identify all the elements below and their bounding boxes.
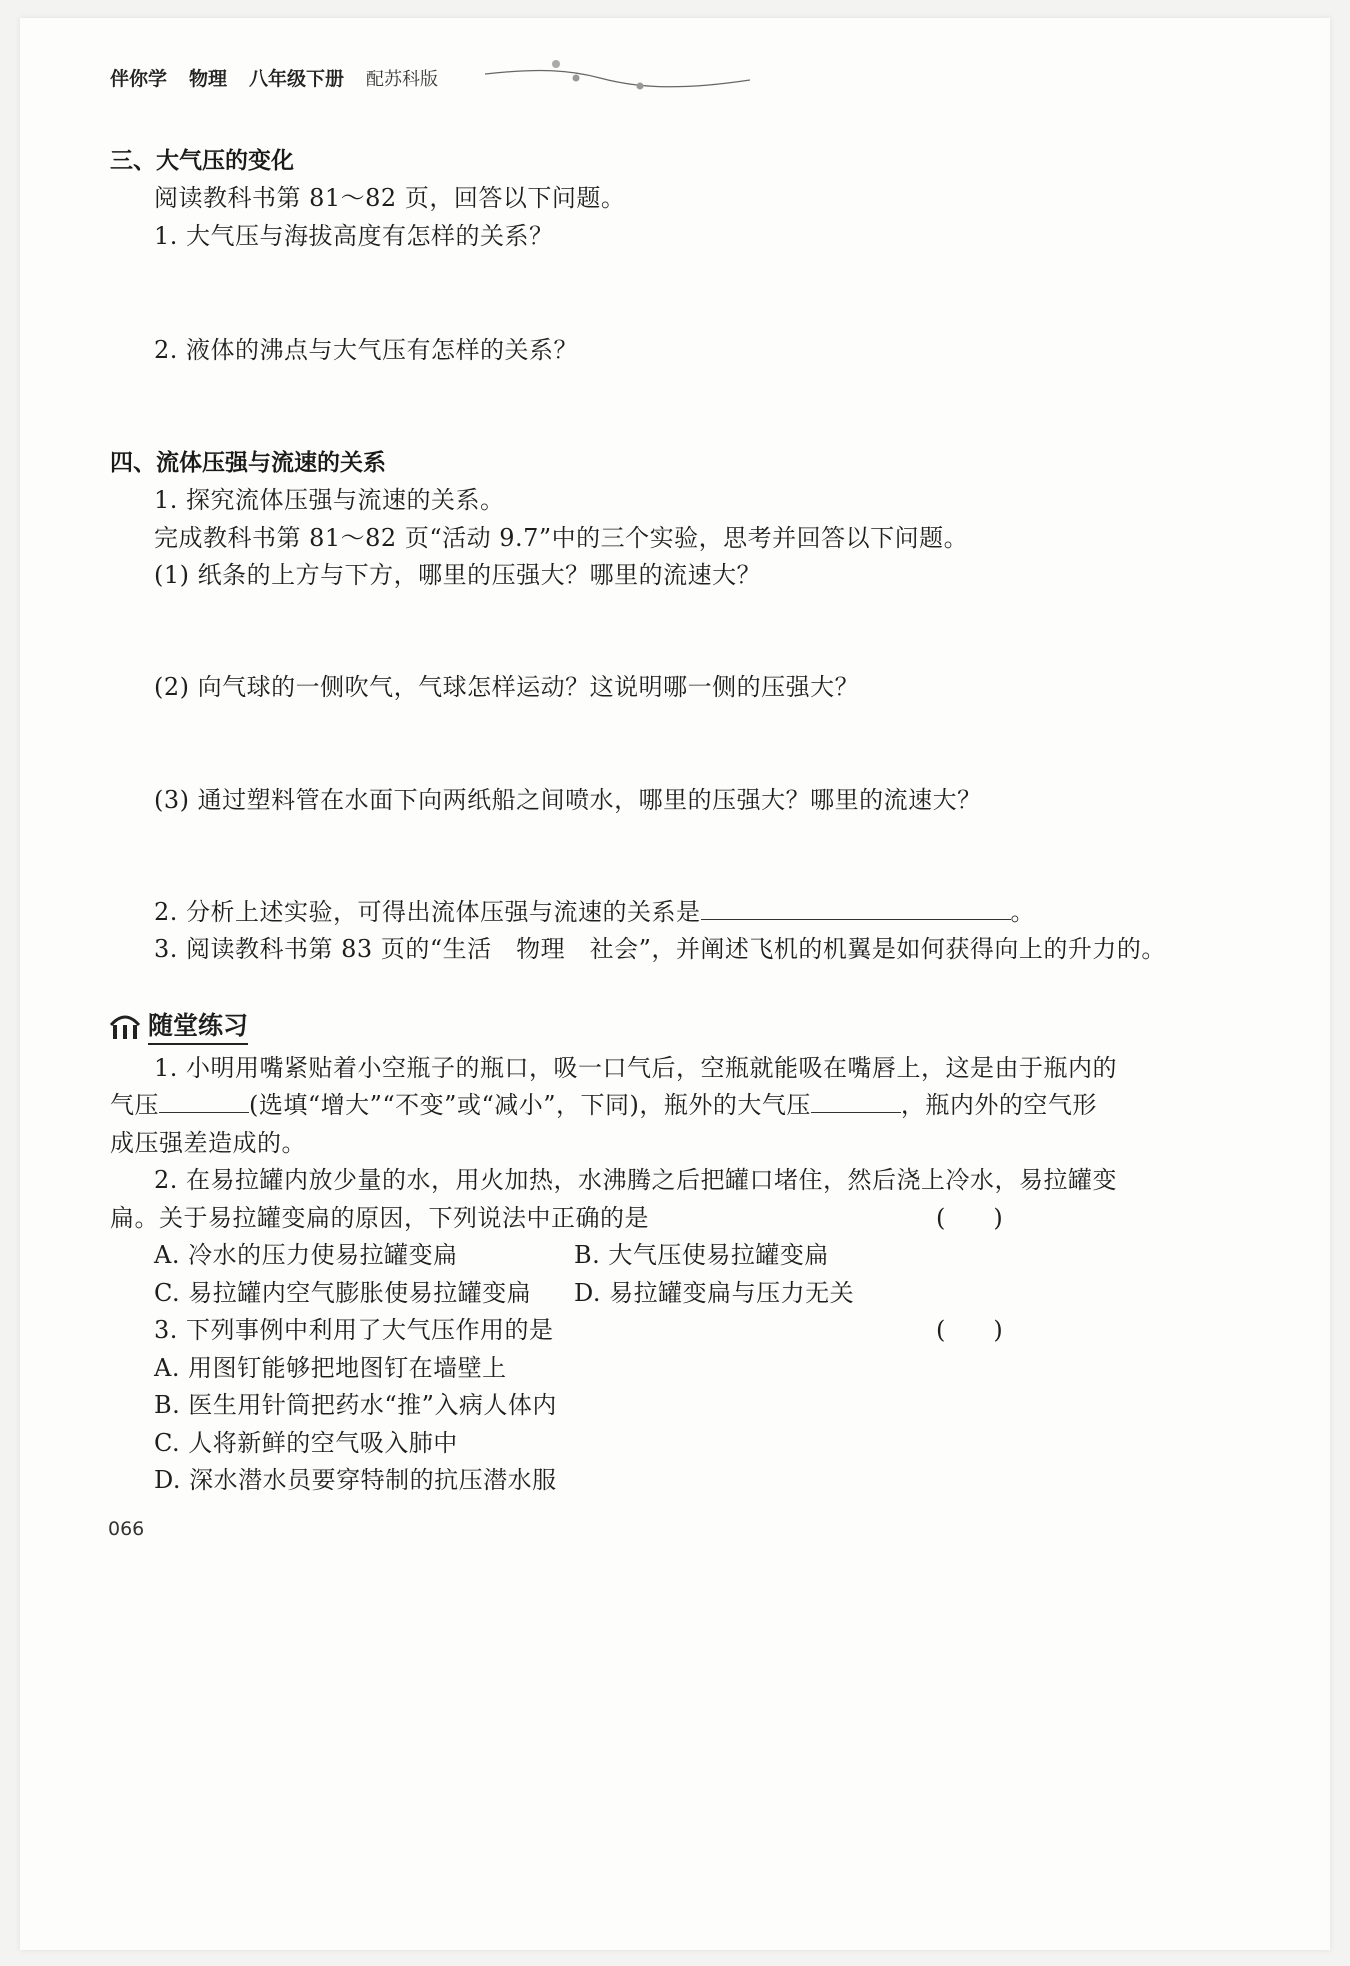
header-subject: 物理 <box>189 68 228 90</box>
answer-blank[interactable] <box>159 1086 249 1113</box>
header-edition: 配苏科版 <box>366 69 439 90</box>
running-header <box>110 64 438 91</box>
practice-q3-option-b[interactable]: B. 医生用针筒把药水“推”入病人体内 <box>154 1391 557 1419</box>
practice-q2-line2: 扁。关于易拉罐变扁的原因，下列说法中正确的是 <box>110 1204 649 1232</box>
header-grade: 八年级下册 <box>249 68 345 90</box>
page <box>20 18 1330 1950</box>
section4-question-1: 1. 探究流体压强与流速的关系。 <box>154 486 505 514</box>
bridge-icon <box>108 1011 142 1041</box>
section4-question-2-text: 2. 分析上述实验，可得出流体压强与流速的关系是 <box>154 898 701 926</box>
answer-paren[interactable]: ( ) <box>936 1316 1003 1344</box>
practice-q1-text-c: ，瓶内外的空气形 <box>900 1091 1097 1119</box>
section3-question-2: 2. 液体的沸点与大气压有怎样的关系？ <box>154 336 579 364</box>
practice-q1-line1: 1. 小明用嘴紧贴着小空瓶子的瓶口，吸一口气后，空瓶就能吸在嘴唇上，这是由于瓶内的 <box>154 1054 1118 1082</box>
practice-q3: 3. 下列事例中利用了大气压作用的是 <box>154 1316 554 1344</box>
section4-question-1-intro: 完成教科书第 81～82 页“活动 9.7”中的三个实验，思考并回答以下问题。 <box>154 524 969 552</box>
practice-title: 随堂练习 <box>148 1006 248 1045</box>
practice-q1-line2 <box>110 1085 1097 1120</box>
practice-q1-line3: 成压强差造成的。 <box>110 1129 306 1157</box>
answer-blank[interactable] <box>701 893 1011 920</box>
section3-question-1: 1. 大气压与海拔高度有怎样的关系？ <box>154 222 554 250</box>
practice-header <box>108 1006 248 1045</box>
section4-subquestion-3: (3) 通过塑料管在水面下向两纸船之间喷水，哪里的压强大？哪里的流速大？ <box>154 786 982 814</box>
section4-question-3: 3. 阅读教科书第 83 页的“生活 物理 社会”，并阐述飞机的机翼是如何获得向上的升力的。 <box>154 935 1166 963</box>
section3-title: 三、大气压的变化 <box>110 148 294 174</box>
section4-subquestion-2: (2) 向气球的一侧吹气，气球怎样运动？这说明哪一侧的压强大？ <box>154 673 860 701</box>
header-series: 伴你学 <box>110 68 168 90</box>
section3-intro: 阅读教科书第 81～82 页，回答以下问题。 <box>154 184 626 212</box>
practice-q1-text-a: 气压 <box>110 1091 159 1119</box>
practice-q2-option-d[interactable]: D. 易拉罐变扁与压力无关 <box>574 1279 855 1307</box>
answer-blank[interactable] <box>811 1086 901 1113</box>
section4-question-2 <box>154 892 1035 927</box>
practice-q2-option-b[interactable]: B. 大气压使易拉罐变扁 <box>574 1241 829 1269</box>
practice-q3-option-d[interactable]: D. 深水潜水员要穿特制的抗压潜水服 <box>154 1466 557 1494</box>
answer-paren[interactable]: ( ) <box>936 1204 1003 1232</box>
section4-title: 四、流体压强与流速的关系 <box>110 450 386 476</box>
practice-q2-option-a[interactable]: A. 冷水的压力使易拉罐变扁 <box>154 1241 458 1269</box>
practice-q2-line1: 2. 在易拉罐内放少量的水，用火加热，水沸腾之后把罐口堵住，然后浇上冷水，易拉罐变 <box>154 1166 1118 1194</box>
practice-q3-option-c[interactable]: C. 人将新鲜的空气吸入肺中 <box>154 1429 458 1457</box>
section4-subquestion-1: (1) 纸条的上方与下方，哪里的压强大？哪里的流速大？ <box>154 561 762 589</box>
page-number: 066 <box>108 1518 145 1540</box>
section4-question-2-end: 。 <box>1010 898 1036 926</box>
practice-q3-option-a[interactable]: A. 用图钉能够把地图钉在墙壁上 <box>154 1354 507 1382</box>
practice-q2-option-c[interactable]: C. 易拉罐内空气膨胀使易拉罐变扁 <box>154 1279 532 1307</box>
practice-q1-text-b: (选填“增大”“不变”或“减小”，下同)，瓶外的大气压 <box>249 1091 811 1119</box>
header-wave-decoration <box>480 52 755 92</box>
